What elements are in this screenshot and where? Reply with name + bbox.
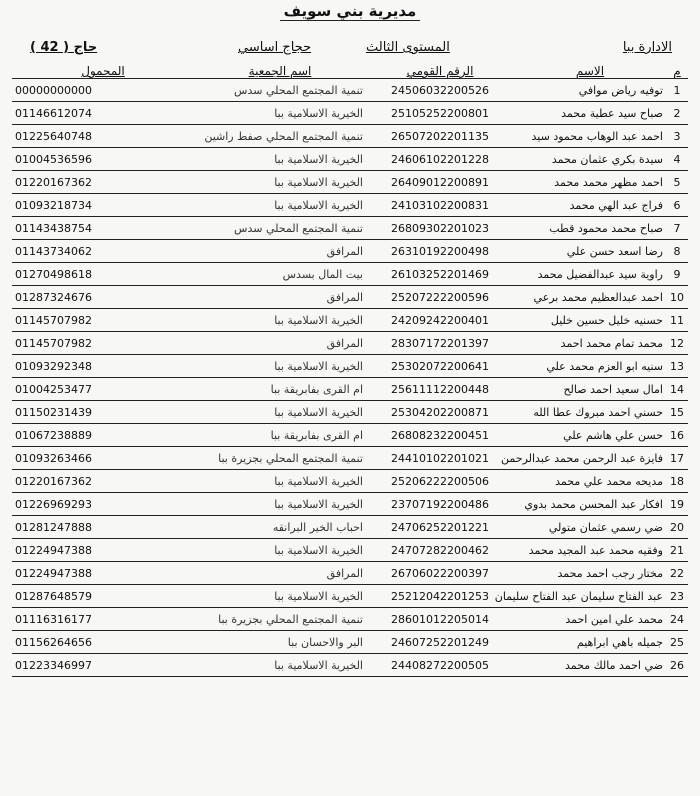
phone-number: 01093263466 xyxy=(12,447,194,470)
row-number: 2 xyxy=(666,102,688,125)
association-name: المرافق xyxy=(194,286,366,309)
row-number: 5 xyxy=(666,171,688,194)
table-row xyxy=(12,148,688,171)
row-number: 13 xyxy=(666,355,688,378)
row-number: 7 xyxy=(666,217,688,240)
phone-number: 01223346997 xyxy=(12,654,194,677)
association-name: الخيرية الاسلامية ببا xyxy=(194,539,366,562)
table-row xyxy=(12,401,688,424)
pilgrim-name: مختار رجب احمد محمد xyxy=(514,562,666,585)
national-id: 24103102200831 xyxy=(366,194,514,217)
pilgrim-name: محمد تمام محمد احمد xyxy=(514,332,666,355)
phone-number: 01116316177 xyxy=(12,608,194,631)
pilgrim-name: حسن علي هاشم علي xyxy=(514,424,666,447)
row-number: 10 xyxy=(666,286,688,309)
national-id: 24410102201021 xyxy=(366,447,514,470)
table-row xyxy=(12,539,688,562)
row-number: 3 xyxy=(666,125,688,148)
national-id: 24707282200462 xyxy=(366,539,514,562)
association-name: الخيرية الاسلامية ببا xyxy=(194,102,366,125)
national-id: 28307172201397 xyxy=(366,332,514,355)
pilgrim-name: محمد علي امين احمد xyxy=(514,608,666,631)
association-name: الخيرية الاسلامية ببا xyxy=(194,470,366,493)
association-name: الخيرية الاسلامية ببا xyxy=(194,148,366,171)
association-name: الخيرية الاسلامية ببا xyxy=(194,194,366,217)
pilgrim-name: سيدة بكري عثمان محمد xyxy=(514,148,666,171)
phone-number: 01226969293 xyxy=(12,493,194,516)
association-name: الخيرية الاسلامية ببا xyxy=(194,401,366,424)
phone-number: 01225640748 xyxy=(12,125,194,148)
table-row xyxy=(12,240,688,263)
phone-number: 01224947388 xyxy=(12,562,194,585)
table-row xyxy=(12,309,688,332)
pilgrim-name: فراج عبد الهي محمد xyxy=(514,194,666,217)
phone-number: 01004536596 xyxy=(12,148,194,171)
association-name: المرافق xyxy=(194,562,366,585)
national-id: 25212042201253 xyxy=(366,585,514,608)
phone-number: 01143734062 xyxy=(12,240,194,263)
row-number: 15 xyxy=(666,401,688,424)
column-header-name: الاسم xyxy=(514,64,666,79)
table-row xyxy=(12,355,688,378)
national-id: 25304202200871 xyxy=(366,401,514,424)
row-number: 20 xyxy=(666,516,688,539)
table-row xyxy=(12,631,688,654)
national-id: 24408272200505 xyxy=(366,654,514,677)
national-id: 24606102201228 xyxy=(366,148,514,171)
row-number: 17 xyxy=(666,447,688,470)
association-name: بيت المال بسدس xyxy=(194,263,366,286)
pilgrim-type-label: حجاج اساسي xyxy=(238,40,312,55)
national-id: 24607252201249 xyxy=(366,631,514,654)
association-name: الخيرية الاسلامية ببا xyxy=(194,171,366,194)
page-title-text: مديرية بني سويف xyxy=(280,2,421,21)
phone-number: 01093292348 xyxy=(12,355,194,378)
phone-number: 01220167362 xyxy=(12,171,194,194)
phone-number: 01145707982 xyxy=(12,309,194,332)
pilgrim-name: عبد الفتاح سليمان عبد الفتاح سليمان xyxy=(514,585,666,608)
phone-number: 01156264656 xyxy=(12,631,194,654)
association-name: الخيرية الاسلامية ببا xyxy=(194,309,366,332)
phone-number: 01143438754 xyxy=(12,217,194,240)
table-row xyxy=(12,447,688,470)
national-id: 26310192200498 xyxy=(366,240,514,263)
phone-number: 01093218734 xyxy=(12,194,194,217)
table-row xyxy=(12,585,688,608)
row-number: 25 xyxy=(666,631,688,654)
table-row xyxy=(12,378,688,401)
national-id: 24706252201221 xyxy=(366,516,514,539)
pilgrim-name: جميله باهي ابراهيم xyxy=(514,631,666,654)
pilgrim-name: سنيه ابو العزم محمد علي xyxy=(514,355,666,378)
phone-number: 01004253477 xyxy=(12,378,194,401)
association-name: تنمية المجتمع المحلي بجزيرة ببا xyxy=(194,447,366,470)
pilgrim-name: صباح سيد عطية محمد xyxy=(514,102,666,125)
pilgrim-name: احمد عبد الوهاب محمود سيد xyxy=(514,125,666,148)
association-name: ام القرى بفابريقة ببا xyxy=(194,378,366,401)
phone-number: 01145707982 xyxy=(12,332,194,355)
pilgrim-name: ضي احمد مالك محمد xyxy=(514,654,666,677)
table-row xyxy=(12,194,688,217)
row-number: 14 xyxy=(666,378,688,401)
national-id: 26706022200397 xyxy=(366,562,514,585)
association-name: الخيرية الاسلامية ببا xyxy=(194,654,366,677)
column-header-phone: المحمول xyxy=(12,64,194,79)
phone-number: 01150231439 xyxy=(12,401,194,424)
phone-number: 00000000000 xyxy=(12,79,194,102)
page-title xyxy=(0,2,700,20)
pilgrim-name: توفيه رياض موافي xyxy=(514,79,666,102)
row-number: 18 xyxy=(666,470,688,493)
table-row xyxy=(12,125,688,148)
phone-number: 01067238889 xyxy=(12,424,194,447)
national-id: 25611112200448 xyxy=(366,378,514,401)
row-number: 26 xyxy=(666,654,688,677)
phone-number: 01287648579 xyxy=(12,585,194,608)
national-id: 24506032200526 xyxy=(366,79,514,102)
national-id: 25105252200801 xyxy=(366,102,514,125)
row-number: 22 xyxy=(666,562,688,585)
table-row xyxy=(12,171,688,194)
table-row xyxy=(12,654,688,677)
pilgrim-name: ضي رسمي عثمان متولي xyxy=(514,516,666,539)
table-row xyxy=(12,516,688,539)
column-header-num: م xyxy=(666,64,688,79)
column-header-national-id: الرقم القومي xyxy=(366,64,514,79)
pilgrim-name: وفقيه محمد عبد المجيد محمد xyxy=(514,539,666,562)
table-header-row xyxy=(12,64,688,79)
pilgrim-name: احمد عبدالعظيم محمد برعي xyxy=(514,286,666,309)
table-row xyxy=(12,286,688,309)
pilgrim-name: رضا اسعد حسن علي xyxy=(514,240,666,263)
national-id: 26507202201135 xyxy=(366,125,514,148)
national-id: 25207222200596 xyxy=(366,286,514,309)
level-label: المستوى الثالث xyxy=(366,40,450,55)
association-name: ام القرى بفابريقة ببا xyxy=(194,424,366,447)
row-number: 8 xyxy=(666,240,688,263)
pilgrim-name: فايزة عبد الرحمن محمد عبدالرحمن xyxy=(514,447,666,470)
pilgrim-name: حسنيه خليل حسين خليل xyxy=(514,309,666,332)
pilgrims-table xyxy=(12,64,688,677)
national-id: 24209242200401 xyxy=(366,309,514,332)
row-number: 16 xyxy=(666,424,688,447)
column-header-association: اسم الجمعية xyxy=(194,64,366,79)
association-name: تنمية المجتمع المحلي صفط راشين xyxy=(194,125,366,148)
association-name: الخيرية الاسلامية ببا xyxy=(194,585,366,608)
pilgrim-name: احمد مظهر محمد محمد xyxy=(514,171,666,194)
association-name: تنمية المجتمع المحلي سدس xyxy=(194,217,366,240)
pilgrim-name: مديحه محمد علي محمد xyxy=(514,470,666,493)
phone-number: 01281247888 xyxy=(12,516,194,539)
table-row xyxy=(12,79,688,102)
row-number: 19 xyxy=(666,493,688,516)
row-number: 21 xyxy=(666,539,688,562)
info-bar xyxy=(10,40,690,60)
national-id: 28601012205014 xyxy=(366,608,514,631)
pilgrim-name: راوية سيد عبدالفضيل محمد xyxy=(514,263,666,286)
national-id: 26409012200891 xyxy=(366,171,514,194)
association-name: المرافق xyxy=(194,240,366,263)
national-id: 23707192200486 xyxy=(366,493,514,516)
pilgrim-name: صباح محمد محمود قطب xyxy=(514,217,666,240)
national-id: 25302072200641 xyxy=(366,355,514,378)
phone-number: 01270498618 xyxy=(12,263,194,286)
association-name: احباب الخير البرانقه xyxy=(194,516,366,539)
association-name: تنمية المجتمع المحلي بجزيرة ببا xyxy=(194,608,366,631)
table-row xyxy=(12,102,688,125)
phone-number: 01287324676 xyxy=(12,286,194,309)
row-number: 6 xyxy=(666,194,688,217)
table-row xyxy=(12,263,688,286)
association-name: تنمية المجتمع المحلي سدس xyxy=(194,79,366,102)
table-row xyxy=(12,562,688,585)
pilgrim-name: امال سعيد احمد صالح xyxy=(514,378,666,401)
row-number: 24 xyxy=(666,608,688,631)
national-id: 26809302201023 xyxy=(366,217,514,240)
phone-number: 01224947388 xyxy=(12,539,194,562)
row-number: 11 xyxy=(666,309,688,332)
association-name: البر والاحسان ببا xyxy=(194,631,366,654)
row-number: 23 xyxy=(666,585,688,608)
pilgrim-name: افكار عبد المحسن محمد بدوي xyxy=(514,493,666,516)
association-name: الخيرية الاسلامية ببا xyxy=(194,355,366,378)
phone-number: 01146612074 xyxy=(12,102,194,125)
table-row xyxy=(12,470,688,493)
national-id: 26808232200451 xyxy=(366,424,514,447)
table-row xyxy=(12,608,688,631)
association-name: الخيرية الاسلامية ببا xyxy=(194,493,366,516)
row-number: 4 xyxy=(666,148,688,171)
table-row xyxy=(12,493,688,516)
row-number: 9 xyxy=(666,263,688,286)
national-id: 26103252201469 xyxy=(366,263,514,286)
association-name: المرافق xyxy=(194,332,366,355)
table-row xyxy=(12,424,688,447)
pilgrim-count-label: ( 42 ) حاج xyxy=(30,40,98,55)
pilgrim-name: حسني احمد مبروك عطا الله xyxy=(514,401,666,424)
row-number: 1 xyxy=(666,79,688,102)
table-row xyxy=(12,217,688,240)
row-number: 12 xyxy=(666,332,688,355)
phone-number: 01220167362 xyxy=(12,470,194,493)
administration-label: الادارة ببا xyxy=(622,40,672,55)
national-id: 25206222200506 xyxy=(366,470,514,493)
table-body xyxy=(12,79,688,677)
table-row xyxy=(12,332,688,355)
